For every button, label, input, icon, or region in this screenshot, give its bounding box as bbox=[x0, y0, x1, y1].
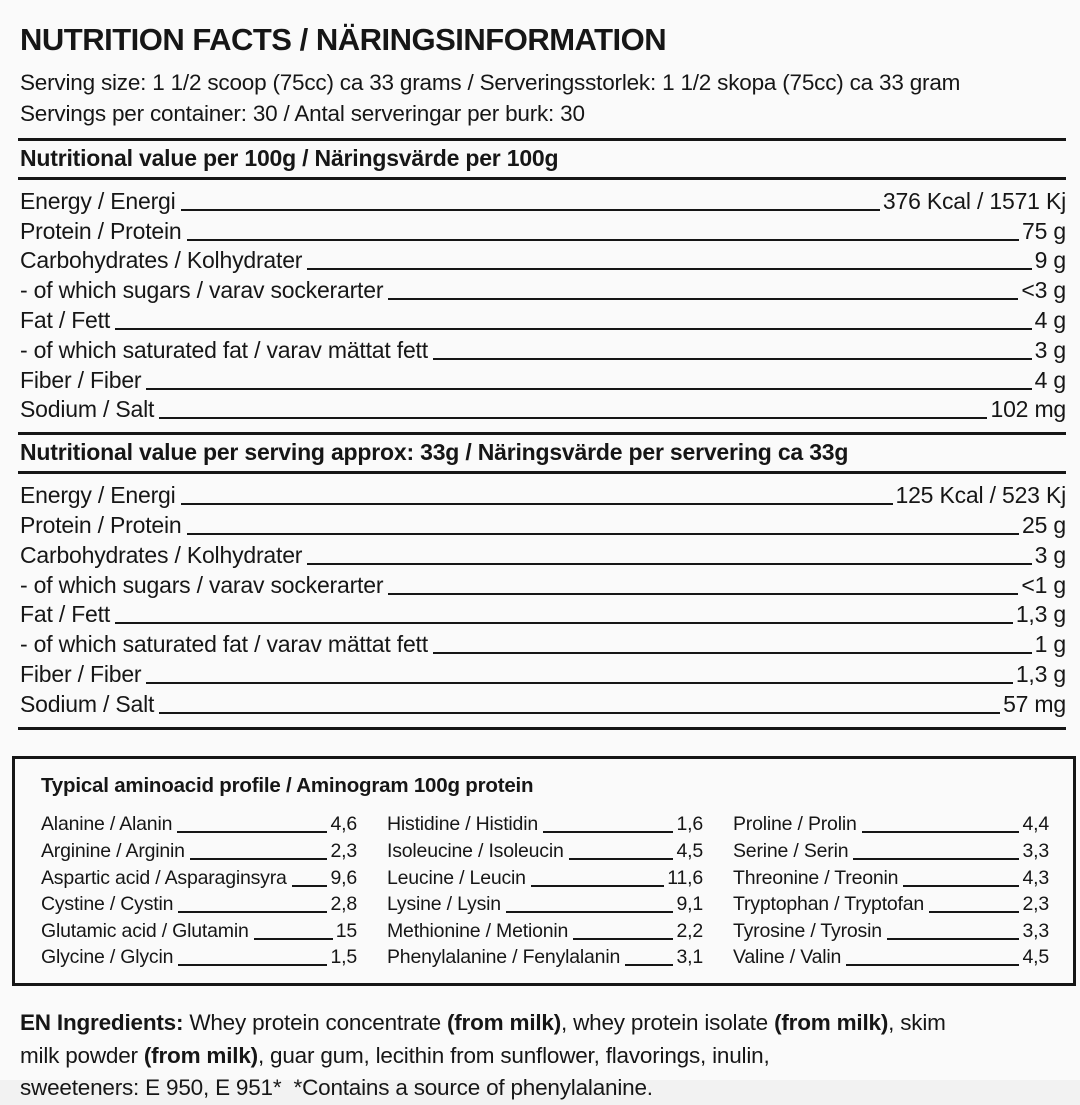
nutrition-row bbox=[18, 539, 1066, 569]
leader-line bbox=[433, 358, 1032, 360]
serving-size-line: Serving size: 1 1/2 scoop (75cc) ca 33 grams / Serveringsstorlek: 1 1/2 skopa (75cc) ca 33 gram bbox=[20, 70, 961, 95]
row-value: 3 g bbox=[1034, 336, 1066, 363]
row-label: Alanine / Alanin bbox=[41, 813, 173, 836]
nutrition-row bbox=[385, 810, 703, 837]
row-label: Histidine / Histidin bbox=[387, 813, 538, 836]
leader-line bbox=[177, 831, 327, 833]
row-label: Phenylalanine / Fenylalanin bbox=[387, 946, 621, 969]
nutrition-row bbox=[18, 215, 1066, 245]
row-label: Lysine / Lysin bbox=[387, 893, 501, 916]
row-value: 1,5 bbox=[330, 946, 357, 969]
leader-line bbox=[846, 964, 1019, 966]
leader-line bbox=[178, 911, 327, 913]
row-value: <1 g bbox=[1021, 571, 1066, 598]
row-value: 125 Kcal / 523 Kj bbox=[895, 482, 1066, 509]
leader-line bbox=[181, 209, 880, 211]
nutrition-row bbox=[18, 688, 1066, 718]
leader-line bbox=[181, 503, 893, 505]
nutrition-row bbox=[18, 245, 1066, 275]
amino-acid-column bbox=[731, 810, 1049, 970]
per-serving-rows bbox=[18, 474, 1066, 726]
row-label: Energy / Energi bbox=[20, 482, 176, 509]
ingredients-paragraph bbox=[20, 1007, 1066, 1105]
leader-line bbox=[187, 533, 1020, 535]
nutrition-row bbox=[731, 943, 1049, 970]
ingredients-line: EN Ingredients: Whey protein concentrate (from milk), whey protein isolate (from milk), skim bbox=[20, 1010, 946, 1036]
row-label: Fat / Fett bbox=[20, 601, 111, 628]
row-label: Tyrosine / Tyrosin bbox=[733, 919, 882, 942]
nutrition-row bbox=[18, 599, 1066, 629]
leader-line bbox=[146, 388, 1031, 390]
nutrition-row bbox=[18, 274, 1066, 304]
row-label: Fiber / Fiber bbox=[20, 366, 142, 393]
nutrition-row bbox=[385, 890, 703, 917]
row-value: 4,6 bbox=[330, 813, 357, 836]
row-label: Glycine / Glycin bbox=[41, 946, 174, 969]
row-label: Fiber / Fiber bbox=[20, 660, 142, 687]
row-value: 9 g bbox=[1034, 247, 1066, 274]
leader-line bbox=[115, 622, 1013, 624]
ingredients-line: sweeteners: E 950, E 951* *Contains a source of phenylalanine. bbox=[20, 1075, 653, 1101]
section-per-100g bbox=[18, 138, 1066, 432]
row-label: Carbohydrates / Kolhydrater bbox=[20, 541, 303, 568]
row-label: Serine / Serin bbox=[733, 839, 849, 862]
nutrition-row bbox=[731, 863, 1049, 890]
leader-line bbox=[159, 417, 987, 419]
ingredients-line: milk powder (from milk), guar gum, lecithin from sunflower, flavorings, inulin, bbox=[20, 1042, 770, 1068]
section-header-per-serving: Nutritional value per serving approx: 33g / Näringsvärde per servering ca 33g bbox=[20, 439, 849, 466]
row-label: Cystine / Cystin bbox=[41, 893, 174, 916]
leader-line bbox=[254, 938, 333, 940]
row-label: Protein / Protein bbox=[20, 511, 182, 538]
nutrition-row bbox=[731, 836, 1049, 863]
row-value: 4 g bbox=[1034, 366, 1066, 393]
section-header-per-100g: Nutritional value per 100g / Näringsvärde per 100g bbox=[20, 145, 559, 171]
leader-line bbox=[187, 239, 1020, 241]
row-value: 102 mg bbox=[990, 396, 1066, 423]
row-label: - of which sugars / varav sockerarter bbox=[20, 277, 384, 304]
row-value: 2,3 bbox=[330, 839, 357, 862]
amino-acid-box bbox=[12, 756, 1076, 987]
amino-acid-column bbox=[39, 810, 357, 970]
leader-line bbox=[929, 911, 1019, 913]
row-value: 4,5 bbox=[676, 839, 703, 862]
row-value: 4 g bbox=[1034, 306, 1066, 333]
row-value: 3,1 bbox=[676, 946, 703, 969]
row-value: 1 g bbox=[1034, 631, 1066, 658]
leader-line bbox=[115, 328, 1032, 330]
nutrition-row bbox=[731, 916, 1049, 943]
nutrition-row bbox=[18, 658, 1066, 688]
nutrition-row bbox=[385, 943, 703, 970]
row-value: 3,3 bbox=[1022, 839, 1049, 862]
nutrition-row bbox=[39, 863, 357, 890]
leader-line bbox=[146, 682, 1012, 684]
leader-line bbox=[569, 858, 674, 860]
row-label: Valine / Valin bbox=[733, 946, 842, 969]
nutrition-row bbox=[18, 479, 1066, 509]
leader-line bbox=[853, 858, 1019, 860]
nutrition-row bbox=[385, 863, 703, 890]
row-value: 1,3 g bbox=[1015, 601, 1066, 628]
nutrition-row bbox=[18, 509, 1066, 539]
row-value: 4,4 bbox=[1022, 813, 1049, 836]
row-label: Glutamic acid / Glutamin bbox=[41, 919, 249, 942]
per-100g-rows bbox=[18, 180, 1066, 432]
row-label: Sodium / Salt bbox=[20, 690, 155, 717]
row-value: 2,3 bbox=[1022, 893, 1049, 916]
row-value: 376 Kcal / 1571 Kj bbox=[882, 187, 1066, 214]
row-label: Fat / Fett bbox=[20, 306, 111, 333]
amino-acid-grid bbox=[39, 810, 1049, 970]
row-value: 1,3 g bbox=[1015, 660, 1066, 687]
leader-line bbox=[543, 831, 674, 833]
page-title: NUTRITION FACTS / NÄRINGSINFORMATION bbox=[20, 22, 667, 57]
nutrition-row bbox=[385, 836, 703, 863]
row-label: Sodium / Salt bbox=[20, 396, 155, 423]
leader-line bbox=[388, 593, 1018, 595]
row-value: 1,6 bbox=[676, 813, 703, 836]
leader-line bbox=[862, 831, 1020, 833]
row-label: Tryptophan / Tryptofan bbox=[733, 893, 925, 916]
nutrition-row bbox=[18, 304, 1066, 334]
leader-line bbox=[506, 911, 674, 913]
leader-line bbox=[903, 885, 1019, 887]
row-label: Methionine / Metionin bbox=[387, 919, 569, 942]
leader-line bbox=[433, 652, 1032, 654]
nutrition-row bbox=[39, 810, 357, 837]
row-label: Carbohydrates / Kolhydrater bbox=[20, 247, 303, 274]
row-label: - of which saturated fat / varav mättat fett bbox=[20, 631, 428, 658]
row-value: 2,2 bbox=[676, 919, 703, 942]
row-value: 3,3 bbox=[1022, 919, 1049, 942]
nutrition-row bbox=[39, 836, 357, 863]
row-value: 4,3 bbox=[1022, 866, 1049, 889]
row-value: 4,5 bbox=[1022, 946, 1049, 969]
leader-line bbox=[573, 938, 673, 940]
section-divider bbox=[18, 727, 1066, 730]
nutrition-row bbox=[39, 943, 357, 970]
row-label: - of which sugars / varav sockerarter bbox=[20, 571, 384, 598]
row-label: Protein / Protein bbox=[20, 217, 182, 244]
leader-line bbox=[159, 712, 1000, 714]
leader-line bbox=[292, 885, 328, 887]
leader-line bbox=[178, 964, 327, 966]
row-label: Aspartic acid / Asparaginsyra bbox=[41, 866, 287, 889]
row-label: Leucine / Leucin bbox=[387, 866, 526, 889]
row-value: 9,6 bbox=[330, 866, 357, 889]
nutrition-row bbox=[385, 916, 703, 943]
leader-line bbox=[307, 563, 1031, 565]
amino-acid-header: Typical aminoacid profile / Aminogram 100g protein bbox=[41, 773, 534, 797]
section-per-serving bbox=[18, 432, 1066, 726]
row-label: - of which saturated fat / varav mättat fett bbox=[20, 336, 428, 363]
nutrition-row bbox=[731, 810, 1049, 837]
nutrition-row bbox=[18, 628, 1066, 658]
leader-line bbox=[887, 938, 1020, 940]
amino-acid-column bbox=[385, 810, 703, 970]
row-value: 75 g bbox=[1022, 217, 1066, 244]
row-label: Threonine / Treonin bbox=[733, 866, 899, 889]
row-value: 11,6 bbox=[667, 866, 703, 889]
nutrition-row bbox=[731, 890, 1049, 917]
nutrition-row bbox=[39, 890, 357, 917]
row-value: 15 bbox=[335, 919, 357, 942]
nutrition-row bbox=[18, 185, 1066, 215]
row-label: Energy / Energi bbox=[20, 187, 176, 214]
row-label: Isoleucine / Isoleucin bbox=[387, 839, 564, 862]
row-value: 2,8 bbox=[330, 893, 357, 916]
leader-line bbox=[388, 298, 1018, 300]
nutrition-row bbox=[18, 334, 1066, 364]
nutrition-row bbox=[39, 916, 357, 943]
row-label: Proline / Prolin bbox=[733, 813, 857, 836]
leader-line bbox=[625, 964, 673, 966]
row-value: 3 g bbox=[1034, 541, 1066, 568]
leader-line bbox=[190, 858, 328, 860]
nutrition-row bbox=[18, 364, 1066, 394]
row-label: Arginine / Arginin bbox=[41, 839, 185, 862]
row-value: <3 g bbox=[1021, 277, 1066, 304]
nutrition-row bbox=[18, 394, 1066, 424]
leader-line bbox=[307, 268, 1031, 270]
row-value: 9,1 bbox=[676, 893, 703, 916]
leader-line bbox=[531, 885, 664, 887]
servings-per-container-line: Servings per container: 30 / Antal serveringar per burk: 30 bbox=[20, 101, 585, 126]
nutrition-row bbox=[18, 569, 1066, 599]
row-value: 25 g bbox=[1022, 511, 1066, 538]
row-value: 57 mg bbox=[1003, 690, 1066, 717]
